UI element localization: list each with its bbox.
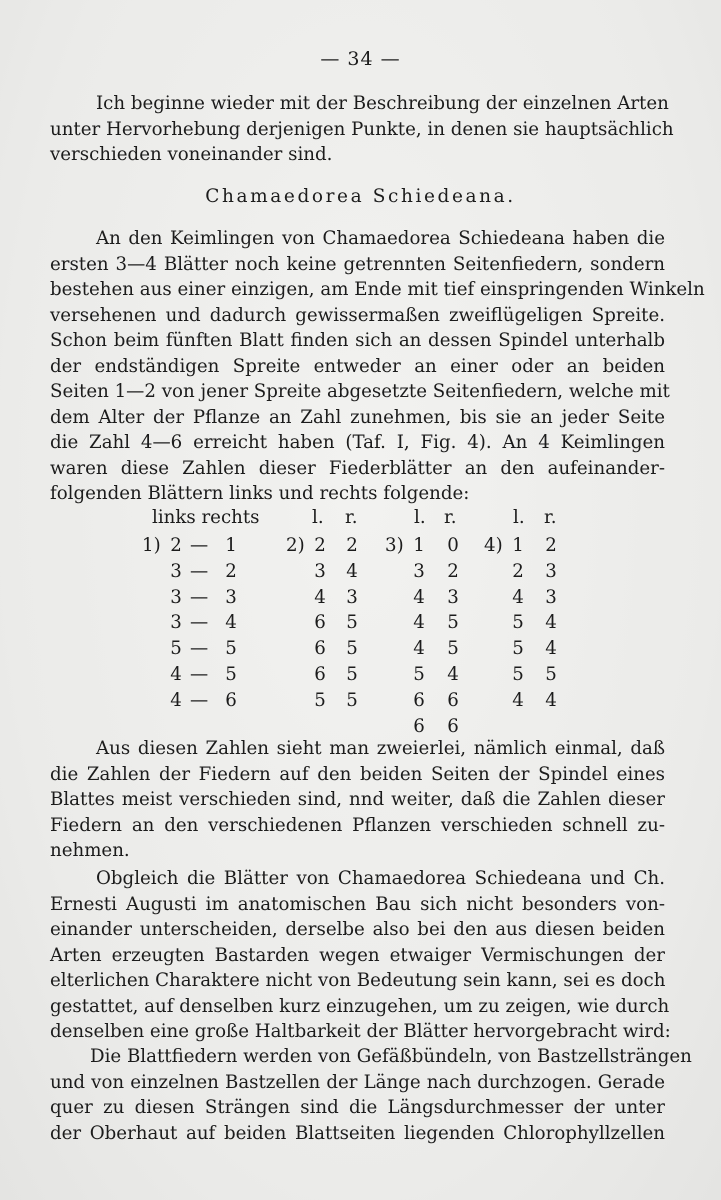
cell-right-plant-3: 5 xyxy=(447,638,459,660)
paragraph-anatomie xyxy=(50,866,671,1045)
cell-left-plant-4: 4 xyxy=(512,689,524,711)
plant-label-2: 2) xyxy=(286,535,305,556)
cell-right-plant-3: 5 xyxy=(447,612,459,634)
cell-right-plant-3: 2 xyxy=(447,560,459,582)
cell-right-plant-1: 5 xyxy=(225,664,237,685)
text-line: Schon beim fünften Blatt finden sich an dessen Spindel unterhalb xyxy=(50,330,665,351)
cell-dash: — xyxy=(190,560,209,582)
cell-left-plant-1: 5 xyxy=(170,638,182,660)
text-line: quer zu diesen Strängen sind die Längsdurchmesser der unter xyxy=(50,1097,665,1118)
table-header-l: l. xyxy=(414,507,426,528)
cell-left-plant-3: 5 xyxy=(413,664,425,685)
text-line: die Zahlen der Fiedern auf den beiden Seiten der Spindel eines xyxy=(50,763,665,785)
cell-dash: — xyxy=(190,535,209,556)
text-line: verschieden voneinander sind. xyxy=(50,144,333,165)
text-line: die Zahl 4—6 erreicht haben (Taf. I, Fig. 4). An 4 Keimlingen xyxy=(50,432,665,453)
text-line: denselben eine große Haltbarkeit der Blätter hervorgebracht wird: xyxy=(50,1021,671,1042)
cell-left-plant-4: 4 xyxy=(512,586,524,608)
cell-right-plant-4: 3 xyxy=(545,586,557,608)
cell-left-plant-1: 4 xyxy=(170,664,182,685)
cell-right-plant-3: 6 xyxy=(447,689,459,711)
cell-left-plant-2: 5 xyxy=(314,689,326,711)
text-line: Ernesti Augusti im anatomischen Bau sich nicht besonders von- xyxy=(50,893,665,915)
cell-dash: — xyxy=(190,638,209,660)
cell-right-plant-4: 4 xyxy=(545,638,557,660)
text-line: ersten 3—4 Blätter noch keine getrennten Seitenfiedern, sondern xyxy=(50,253,665,275)
cell-left-plant-3: 6 xyxy=(413,689,425,711)
table-header-l: l. xyxy=(312,507,324,528)
text-line: der Oberhaut auf beiden Blattseiten liegenden Chlorophyllzellen xyxy=(50,1122,665,1144)
cell-right-plant-2: 3 xyxy=(346,586,358,608)
cell-right-plant-1: 1 xyxy=(225,535,237,556)
text-line: Obgleich die Blätter von Chamaedorea Schiedeana und Ch. xyxy=(96,868,665,889)
text-line: unter Hervorhebung derjenigen Punkte, in denen sie hauptsächlich xyxy=(50,118,674,140)
text-line: elterlichen Charaktere nicht von Bedeutung sein kann, sei es doch xyxy=(50,970,666,991)
cell-right-plant-2: 5 xyxy=(346,612,358,634)
cell-left-plant-3: 4 xyxy=(413,586,425,608)
cell-left-plant-3: 3 xyxy=(413,560,425,582)
cell-right-plant-1: 6 xyxy=(225,689,237,711)
cell-right-plant-1: 5 xyxy=(225,638,237,660)
cell-right-plant-4: 4 xyxy=(545,612,557,634)
cell-right-plant-2: 2 xyxy=(346,535,358,556)
cell-left-plant-2: 6 xyxy=(314,638,326,660)
text-line: Aus diesen Zahlen sieht man zweierlei, nämlich einmal, daß xyxy=(96,738,665,759)
plant-label-3: 3) xyxy=(385,535,404,556)
cell-left-plant-2: 3 xyxy=(314,560,326,582)
cell-dash: — xyxy=(190,612,209,634)
cell-left-plant-2: 6 xyxy=(314,664,326,685)
text-line: Arten erzeugten Bastarden wegen etwaiger Vermischungen der xyxy=(50,944,665,966)
cell-right-plant-3: 0 xyxy=(447,535,459,556)
paragraph-keimlinge xyxy=(50,226,705,507)
cell-right-plant-2: 4 xyxy=(346,560,358,582)
text-line: gestattet, auf denselben kurz einzugehen, um zu zeigen, wie durch xyxy=(50,995,670,1017)
section-heading: Chamaedorea Schiedeana. xyxy=(205,186,516,207)
cell-left-plant-1: 4 xyxy=(170,689,182,711)
cell-left-plant-1: 2 xyxy=(170,535,182,556)
cell-right-plant-1: 3 xyxy=(225,586,237,608)
plant-label-4: 4) xyxy=(484,535,503,556)
cell-left-plant-1: 3 xyxy=(170,586,182,608)
text-line: der endständigen Spreite entweder an einer oder an beiden xyxy=(50,355,665,377)
plant-label-1: 1) xyxy=(142,535,161,556)
cell-left-plant-3: 1 xyxy=(413,535,425,556)
cell-left-plant-2: 2 xyxy=(314,535,326,556)
text-line: Ich beginne wieder mit der Beschreibung der einzelnen Arten xyxy=(96,93,669,114)
intro-paragraph xyxy=(50,91,674,168)
paragraph-zahlen xyxy=(50,736,665,864)
text-line: Die Blattfiedern werden von Gefäßbündeln, von Bastzellsträngen xyxy=(90,1046,692,1067)
cell-left-plant-2: 6 xyxy=(314,612,326,634)
cell-right-plant-4: 5 xyxy=(545,664,557,685)
cell-right-plant-3: 4 xyxy=(447,664,459,685)
cell-dash: — xyxy=(190,689,209,711)
text-line: Fiedern an den verschiedenen Pflanzen verschieden schnell zu- xyxy=(50,814,665,836)
text-line: An den Keimlingen von Chamaedorea Schiedeana haben die xyxy=(96,228,665,249)
paragraph-blattfiedern xyxy=(50,1044,692,1146)
text-line: und von einzelnen Bastzellen der Länge nach durchzogen. Gerade xyxy=(50,1071,665,1093)
cell-right-plant-2: 5 xyxy=(346,689,358,711)
table-header-r: r. xyxy=(444,507,457,528)
text-line: bestehen aus einer einzigen, am Ende mit tief einspringenden Winkeln xyxy=(50,279,705,300)
table-header-links-rechts: links rechts xyxy=(152,507,260,528)
text-line: folgenden Blättern links und rechts folgende: xyxy=(50,483,470,504)
cell-right-plant-4: 2 xyxy=(545,535,557,556)
cell-right-plant-2: 5 xyxy=(346,664,358,685)
cell-right-plant-1: 4 xyxy=(225,612,237,634)
cell-dash: — xyxy=(190,586,209,608)
cell-right-plant-3: 6 xyxy=(447,715,459,737)
cell-left-plant-4: 1 xyxy=(512,535,524,556)
cell-left-plant-3: 4 xyxy=(413,612,425,634)
text-line: nehmen. xyxy=(50,840,130,861)
cell-left-plant-4: 5 xyxy=(512,638,524,660)
table-header-r: r. xyxy=(345,507,358,528)
cell-left-plant-4: 2 xyxy=(512,560,524,582)
cell-right-plant-4: 3 xyxy=(545,560,557,582)
cell-right-plant-3: 3 xyxy=(447,586,459,608)
cell-right-plant-2: 5 xyxy=(346,638,358,660)
text-line: versehenen und dadurch gewissermaßen zweiflügeligen Spreite. xyxy=(50,304,665,326)
text-line: Blattes meist verschieden sind, nnd weiter, daß die Zahlen dieser xyxy=(50,789,665,810)
text-line: einander unterscheiden, derselbe also bei den aus diesen beiden xyxy=(50,919,665,940)
cell-dash: — xyxy=(190,664,209,685)
table-header-r: r. xyxy=(544,507,557,528)
cell-left-plant-3: 6 xyxy=(413,715,425,737)
cell-left-plant-4: 5 xyxy=(512,664,524,685)
cell-left-plant-1: 3 xyxy=(170,612,182,634)
text-line: waren diese Zahlen dieser Fiederblätter an den aufeinander- xyxy=(50,457,665,479)
cell-right-plant-1: 2 xyxy=(225,560,237,582)
cell-left-plant-3: 4 xyxy=(413,638,425,660)
cell-right-plant-4: 4 xyxy=(545,689,557,711)
text-line: Seiten 1—2 von jener Spreite abgesetzte Seitenfiedern, welche mit xyxy=(50,381,670,402)
page-number: — 34 — xyxy=(320,48,401,70)
cell-left-plant-4: 5 xyxy=(512,612,524,634)
table-header-l: l. xyxy=(513,507,525,528)
text-line: dem Alter der Pflanze an Zahl zunehmen, bis sie an jeder Seite xyxy=(50,406,665,428)
cell-left-plant-2: 4 xyxy=(314,586,326,608)
cell-left-plant-1: 3 xyxy=(170,560,182,582)
